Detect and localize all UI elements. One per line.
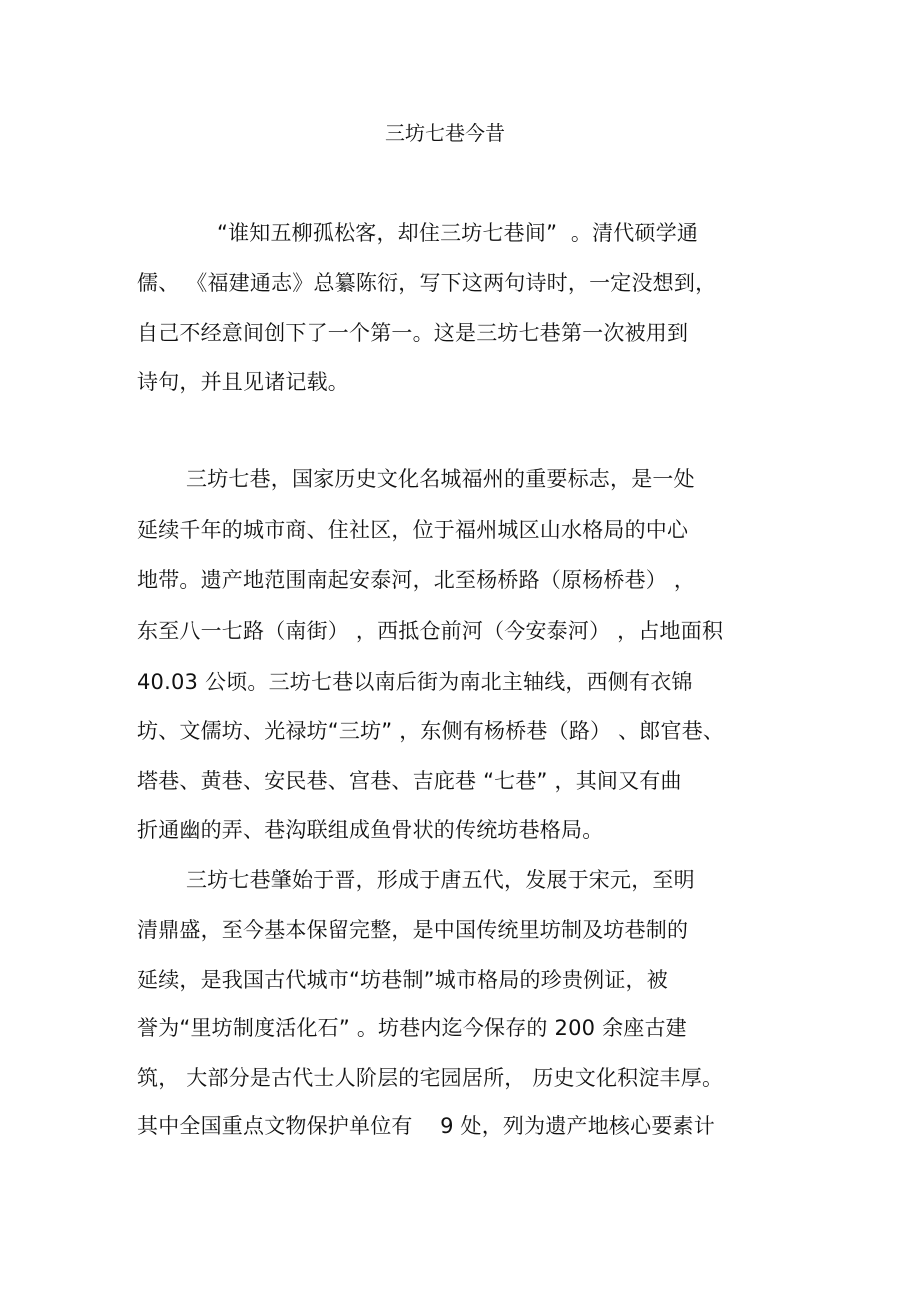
text-line: “谁知五柳孤松客，却住三坊七巷间” 。清代硕学通 (217, 221, 699, 245)
text-line: 三坊七巷，国家历史文化名城福州的重要标志，是一处 (186, 467, 695, 491)
text-line: 儒、 《福建通志》总纂陈衍，写下这两句诗时，一定没想到， (137, 271, 717, 295)
text-line: 诗句，并且见诸记载。 (137, 370, 349, 394)
text-line: 自己不经意间创下了一个第一。这是三坊七巷第一次被用到 (137, 321, 689, 345)
text-line: 折通幽的弄、巷沟联组成鱼骨状的传统坊巷格局。 (137, 818, 604, 842)
text-line: 塔巷、黄巷、安民巷、宫巷、吉庇巷 “七巷” ，其间又有曲 (137, 769, 682, 793)
text-line: 誉为“里坊制度活化石” 。坊巷内迄今保存的 200 余座古建 (137, 1016, 687, 1040)
text-line: 坊、文儒坊、光禄坊“三坊” ，东侧有杨桥巷（路） 、郎官巷、 (137, 719, 725, 743)
document-title: 三坊七巷今昔 (385, 121, 505, 145)
text-line: 其中全国重点文物保护单位有 9 处，列为遗产地核心要素计 (137, 1114, 715, 1138)
text-line: 三坊七巷肇始于晋，形成于唐五代，发展于宋元，至明 (186, 868, 695, 892)
text-line: 地带。遗产地范围南起安泰河，北至杨桥路（原杨桥巷） ， (137, 568, 696, 592)
text-line: 延续，是我国古代城市“坊巷制”城市格局的珍贵例证，被 (137, 968, 668, 992)
text-line: 东至八一七路（南街） ，西抵仓前河（今安泰河） ，占地面积 (137, 619, 724, 643)
text-line: 40.03 公顷。三坊七巷以南后街为南北主轴线，西侧有衣锦 (137, 670, 693, 694)
text-line: 清鼎盛，至今基本保留完整，是中国传统里坊制及坊巷制的 (137, 918, 689, 942)
text-line: 筑， 大部分是古代士人阶层的宅园居所， 历史文化积淀丰厚。 (137, 1066, 724, 1090)
text-line: 延续千年的城市商、住社区，位于福州城区山水格局的中心 (137, 518, 689, 542)
